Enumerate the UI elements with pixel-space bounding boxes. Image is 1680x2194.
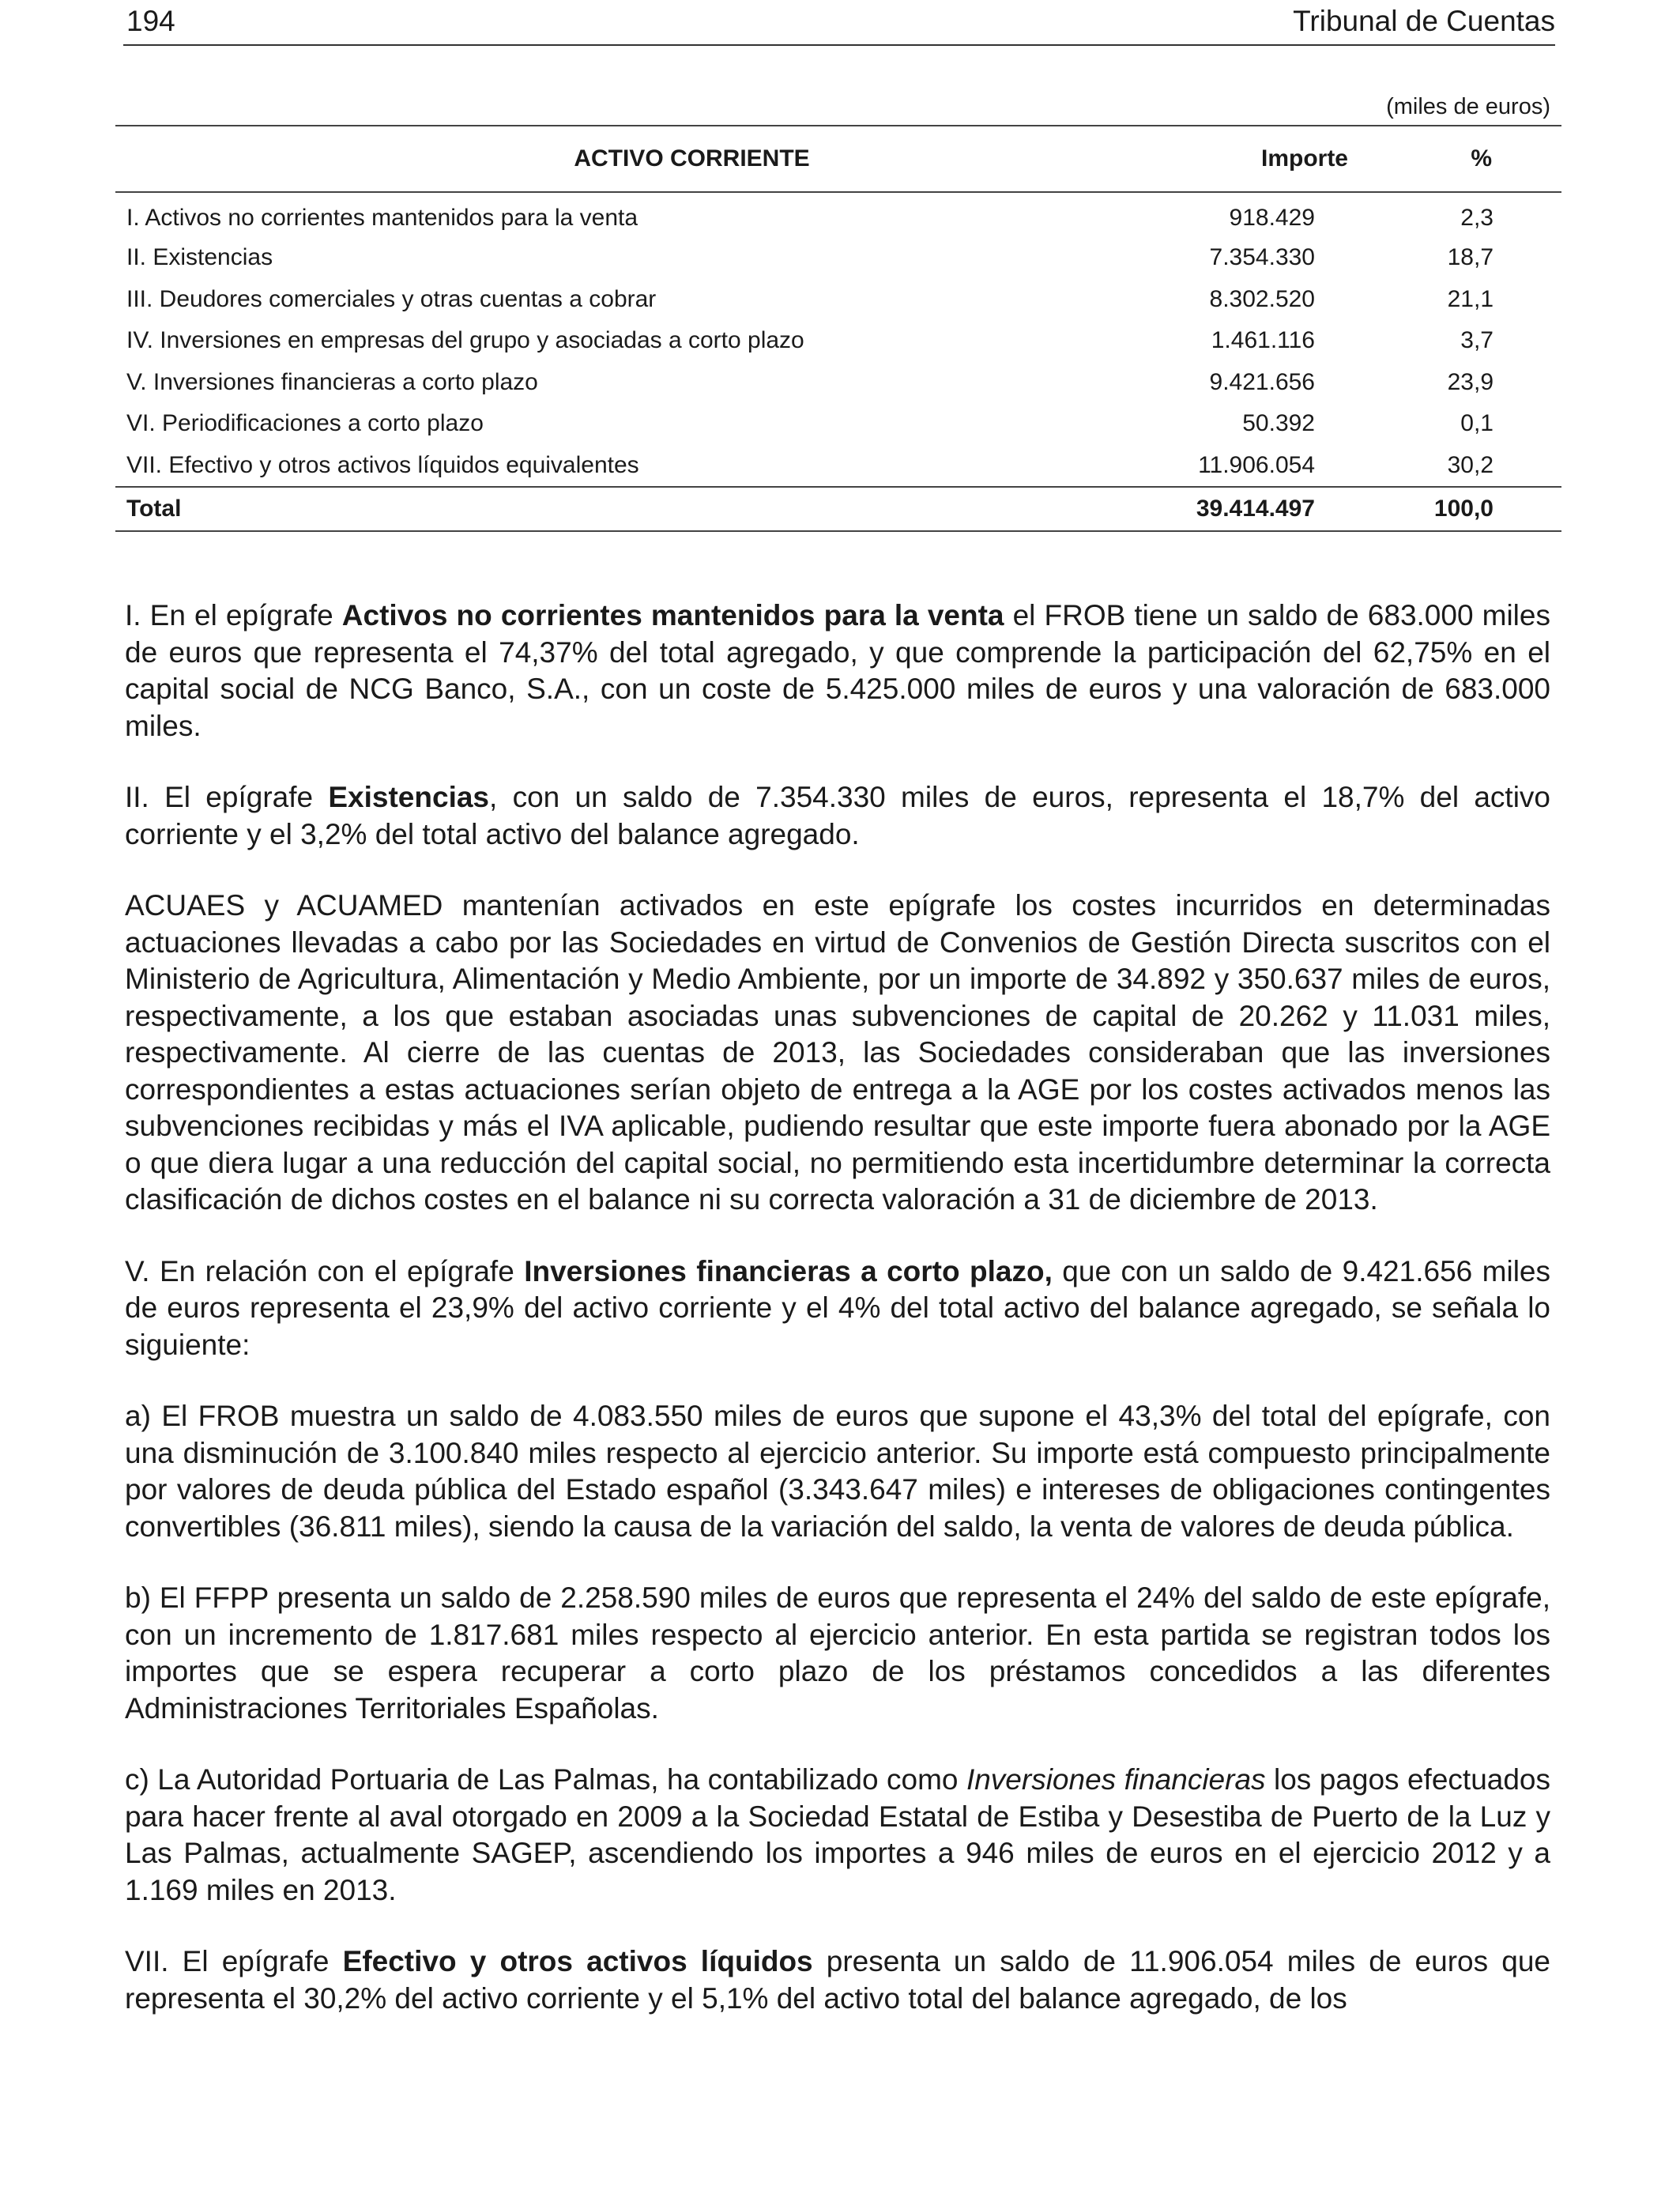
total-label: Total: [115, 487, 1143, 531]
paragraph-inventories: [125, 779, 1550, 853]
row-percent: 0,1: [1460, 410, 1494, 437]
row-amount: 8.302.520: [1209, 285, 1315, 312]
table-header-row: [115, 126, 1561, 192]
total-percent: 100,0: [1403, 487, 1561, 531]
table-row: [115, 445, 1561, 488]
row-label: V. Inversiones financieras a corto plazo: [126, 368, 538, 395]
paragraph-bold-term: Inversiones financieras a corto plazo,: [524, 1254, 1053, 1287]
row-amount: 50.392: [1242, 410, 1315, 437]
table-row: [115, 192, 1561, 237]
row-percent: 18,7: [1447, 244, 1494, 271]
row-label: I. Activos no corrientes mantenidos para la venta: [126, 205, 638, 231]
paragraph-text: c) La Autoridad Portuaria de Las Palmas, ha contabilizado como: [125, 1763, 966, 1796]
row-amount: 1.461.116: [1211, 327, 1315, 354]
row-label: VII. Efectivo y otros activos líquidos equivalentes: [126, 451, 639, 478]
column-header-amount: Importe: [1143, 126, 1403, 192]
page-header: [123, 0, 1555, 46]
paragraph-text: VII. El epígrafe: [125, 1945, 343, 1977]
table-row: [115, 320, 1561, 362]
paragraph-cash-equivalents: [125, 1943, 1550, 2017]
table-row: [115, 279, 1561, 321]
row-amount: 918.429: [1229, 205, 1315, 231]
table-units-note: (miles de euros): [1386, 94, 1550, 119]
row-label: IV. Inversiones en empresas del grupo y asociadas a corto plazo: [126, 327, 804, 354]
column-header-percent: %: [1403, 126, 1561, 192]
paragraph-item-c-port-authority: [125, 1762, 1550, 1909]
paragraph-text: el FROB tiene un saldo de 683.000 miles de euros que representa el 74,37% del total agregado, y que comprende la participación del 62,75% en el capital social de NCG Banco, S.A., con un coste de 5.425.000 miles de euros y una valoración de 683.000 miles.: [125, 599, 1550, 742]
row-percent: 23,9: [1447, 368, 1494, 395]
paragraph-item-b-ffpp: b) El FFPP presenta un saldo de 2.258.590 miles de euros que representa el 24% del saldo de este epígrafe, con un incremento de 1.817.681 miles respecto al ejercicio anterior. En esta partida se registran todos los importes que se espera recuperar a corto plazo de los préstamos concedidos a las diferentes Administraciones Territoriales Españolas.: [125, 1581, 1550, 1725]
table-row: [115, 362, 1561, 404]
current-assets-table: [115, 125, 1561, 532]
paragraph-text: , con un saldo de 7.354.330 miles de euros, representa el 18,7% del activo corriente y el 3,2% del total activo del balance agregado.: [125, 781, 1550, 850]
body-text: [125, 598, 1550, 2052]
paragraph-text: I. En el epígrafe: [125, 599, 342, 631]
row-amount: 9.421.656: [1209, 368, 1315, 395]
paragraph-bold-term: Efectivo y otros activos líquidos: [342, 1945, 813, 1977]
table-row: [115, 403, 1561, 445]
paragraph-bold-term: Existencias: [328, 781, 490, 813]
row-percent: 30,2: [1447, 451, 1494, 478]
paragraph-bold-term: Activos no corrientes mantenidos para la venta: [341, 599, 1004, 631]
row-percent: 21,1: [1447, 285, 1494, 312]
paragraph-text: los pagos efectuados para hacer frente al aval otorgado en 2009 a la Sociedad Estatal de Estiba y Desestiba de Puerto de la Luz y Las Palmas, actualmente SAGEP, ascendiendo los importes a 946 miles de euros en el ejercicio 2012 y a 1.169 miles en 2013.: [125, 1763, 1551, 1906]
paragraph-short-term-investments: [125, 1253, 1550, 1364]
paragraph-acuaes-acuamed: ACUAES y ACUAMED mantenían activados en este epígrafe los costes incurridos en determinadas actuaciones llevadas a cabo por las Sociedades en virtud de Convenios de Gestión Directa suscritos con el Ministerio de Agricultura, Alimentación y Medio Ambiente, por un importe de 34.892 y 350.637 miles de euros, respectivamente, a los que estaban asociadas unas subvenciones de capital de 20.262 y 11.031 miles, respectivamente. Al cierre de las cuentas de 2013, las Sociedades consideraban que las inversiones correspondientes a estas actuaciones serían objeto de entrega a la AGE por los costes activados menos las subvenciones recibidas y más el IVA aplicable, pudiendo resultar que este importe fuera abonado por la AGE o que diera lugar a una reducción del capital social, no permitiendo esta incertidumbre determinar la correcta clasificación de dichos costes en el balance ni su correcta valoración a 31 de diciembre de 2013.: [125, 889, 1550, 1216]
current-assets-table-block: [115, 89, 1561, 532]
paragraph-text: presenta un saldo de 11.906.054 miles de euros que representa el 30,2% del activo corriente y el 5,1% del activo total del balance agregado, de los: [125, 1945, 1550, 2015]
row-label: II. Existencias: [126, 244, 273, 271]
paragraph-text: que con un saldo de 9.421.656 miles de euros representa el 23,9% del activo corriente y el 4% del total activo del balance agregado, se señala lo siguiente:: [125, 1254, 1550, 1361]
row-amount: 11.906.054: [1198, 451, 1315, 478]
running-title: Tribunal de Cuentas: [1293, 5, 1555, 37]
paragraph-text: V. En relación con el epígrafe: [125, 1254, 525, 1287]
paragraph-italic-term: Inversiones financieras: [966, 1763, 1266, 1796]
total-amount: 39.414.497: [1143, 487, 1403, 531]
paragraph-assets-held-for-sale: [125, 598, 1550, 745]
row-percent: 3,7: [1460, 327, 1494, 354]
row-label: VI. Periodificaciones a corto plazo: [126, 410, 484, 437]
row-label: III. Deudores comerciales y otras cuentas a cobrar: [126, 285, 657, 312]
table-total-row: [115, 487, 1561, 531]
row-percent: 2,3: [1460, 205, 1494, 231]
page-number: 194: [126, 5, 175, 37]
table-row: [115, 237, 1561, 279]
paragraph-text: II. El epígrafe: [125, 781, 329, 813]
column-header-label: ACTIVO CORRIENTE: [115, 126, 1143, 192]
row-amount: 7.354.330: [1209, 244, 1315, 271]
paragraph-item-a-frob: a) El FROB muestra un saldo de 4.083.550 miles de euros que supone el 43,3% del total del epígrafe, con una disminución de 3.100.840 miles respecto al ejercicio anterior. Su importe está compuesto principalmente por valores de deuda pública del Estado español (3.343.647 miles) e intereses de obligaciones contingentes convertibles (36.811 miles), siendo la causa de la variación del saldo, la venta de valores de deuda pública.: [125, 1400, 1550, 1543]
